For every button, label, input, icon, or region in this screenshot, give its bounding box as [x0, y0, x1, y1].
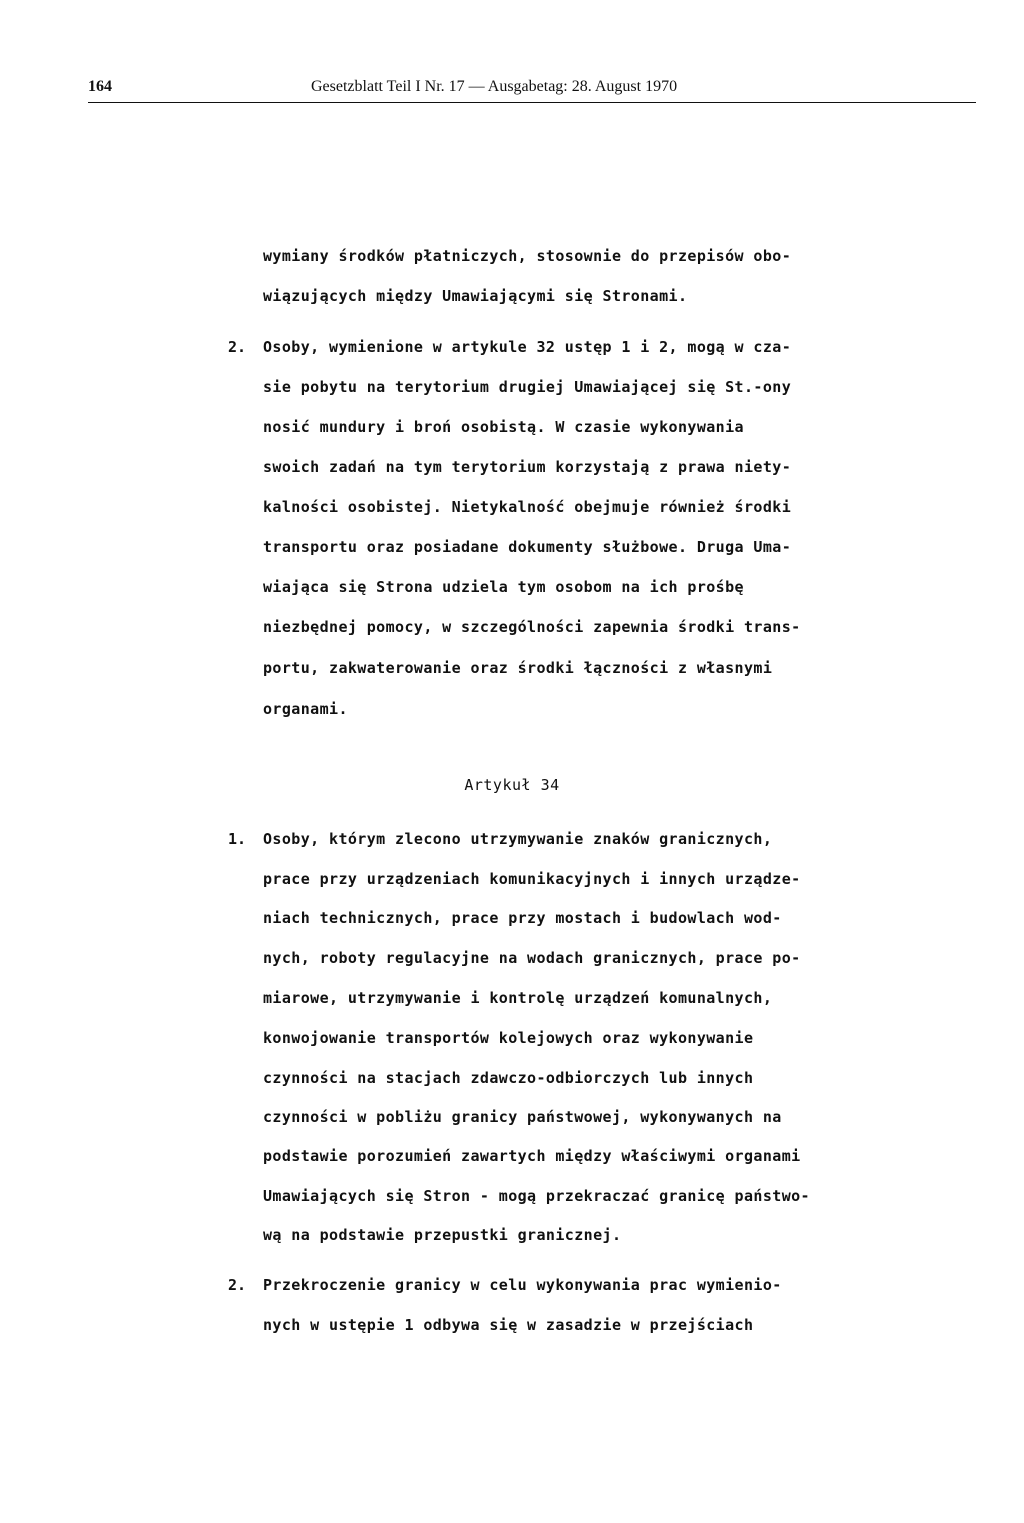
text-line: nych, roboty regulacyjne na wodach granicznych, prace po- — [263, 949, 801, 967]
text-line: sie pobytu na terytorium drugiej Umawiającej się St.-ony — [263, 378, 792, 396]
text-line: konwojowanie transportów kolejowych oraz wykonywanie — [263, 1029, 754, 1047]
text-line: organami. — [263, 700, 348, 718]
text-line: Osoby, wymienione w artykule 32 ustęp 1 i 2, mogą w cza- — [263, 338, 792, 356]
text-line: prace przy urządzeniach komunikacyjnych i innych urządze- — [263, 870, 801, 888]
text-line: nosić mundury i broń osobistą. W czasie wykonywania — [263, 418, 744, 436]
article-heading: Artykuł 34 — [464, 776, 560, 794]
text-line: transportu oraz posiadane dokumenty służbowe. Druga Uma- — [263, 538, 792, 556]
text-line: wiązujących między Umawiającymi się Stronami. — [263, 287, 688, 305]
text-line: Osoby, którym zlecono utrzymywanie znaków granicznych, — [263, 830, 773, 848]
text-line: wą na podstawie przepustki granicznej. — [263, 1226, 622, 1244]
text-line: Przekroczenie granicy w celu wykonywania prac wymienio- — [263, 1276, 782, 1294]
text-line: podstawie porozumień zawartych między właściwymi organami — [263, 1147, 801, 1165]
page-header — [88, 78, 976, 108]
text-line: Umawiających się Stron - mogą przekraczać granicę państwo- — [263, 1187, 810, 1205]
running-title: Gesetzblatt Teil I Nr. 17 — Ausgabetag: 28. August 1970 — [311, 78, 678, 95]
text-line: czynności na stacjach zdawczo-odbiorczych lub innych — [263, 1069, 754, 1087]
text-line: miarowe, utrzymywanie i kontrolę urządzeń komunalnych, — [263, 989, 773, 1007]
text-line: niach technicznych, prace przy mostach i budowlach wod- — [263, 909, 782, 927]
text-line: niezbędnej pomocy, w szczególności zapewnia środki trans- — [263, 618, 801, 636]
text-line: nych w ustępie 1 odbywa się w zasadzie w przejściach — [263, 1316, 754, 1334]
text-line: portu, zakwaterowanie oraz środki łączności z własnymi — [263, 659, 773, 677]
header-rule — [88, 102, 976, 103]
text-line: swoich zadań na tym terytorium korzystają z prawa niety- — [263, 458, 792, 476]
text-line: kalności osobistej. Nietykalność obejmuje również środki — [263, 498, 792, 516]
page-number: 164 — [88, 78, 112, 95]
text-line: wiająca się Strona udziela tym osobom na ich prośbę — [263, 578, 744, 596]
paragraph-number: 2. — [228, 338, 247, 356]
text-line: wymiany środków płatniczych, stosownie do przepisów obo- — [263, 247, 792, 265]
paragraph-number: 2. — [228, 1276, 247, 1294]
text-line: czynności w pobliżu granicy państwowej, wykonywanych na — [263, 1108, 782, 1126]
paragraph-number: 1. — [228, 830, 247, 848]
